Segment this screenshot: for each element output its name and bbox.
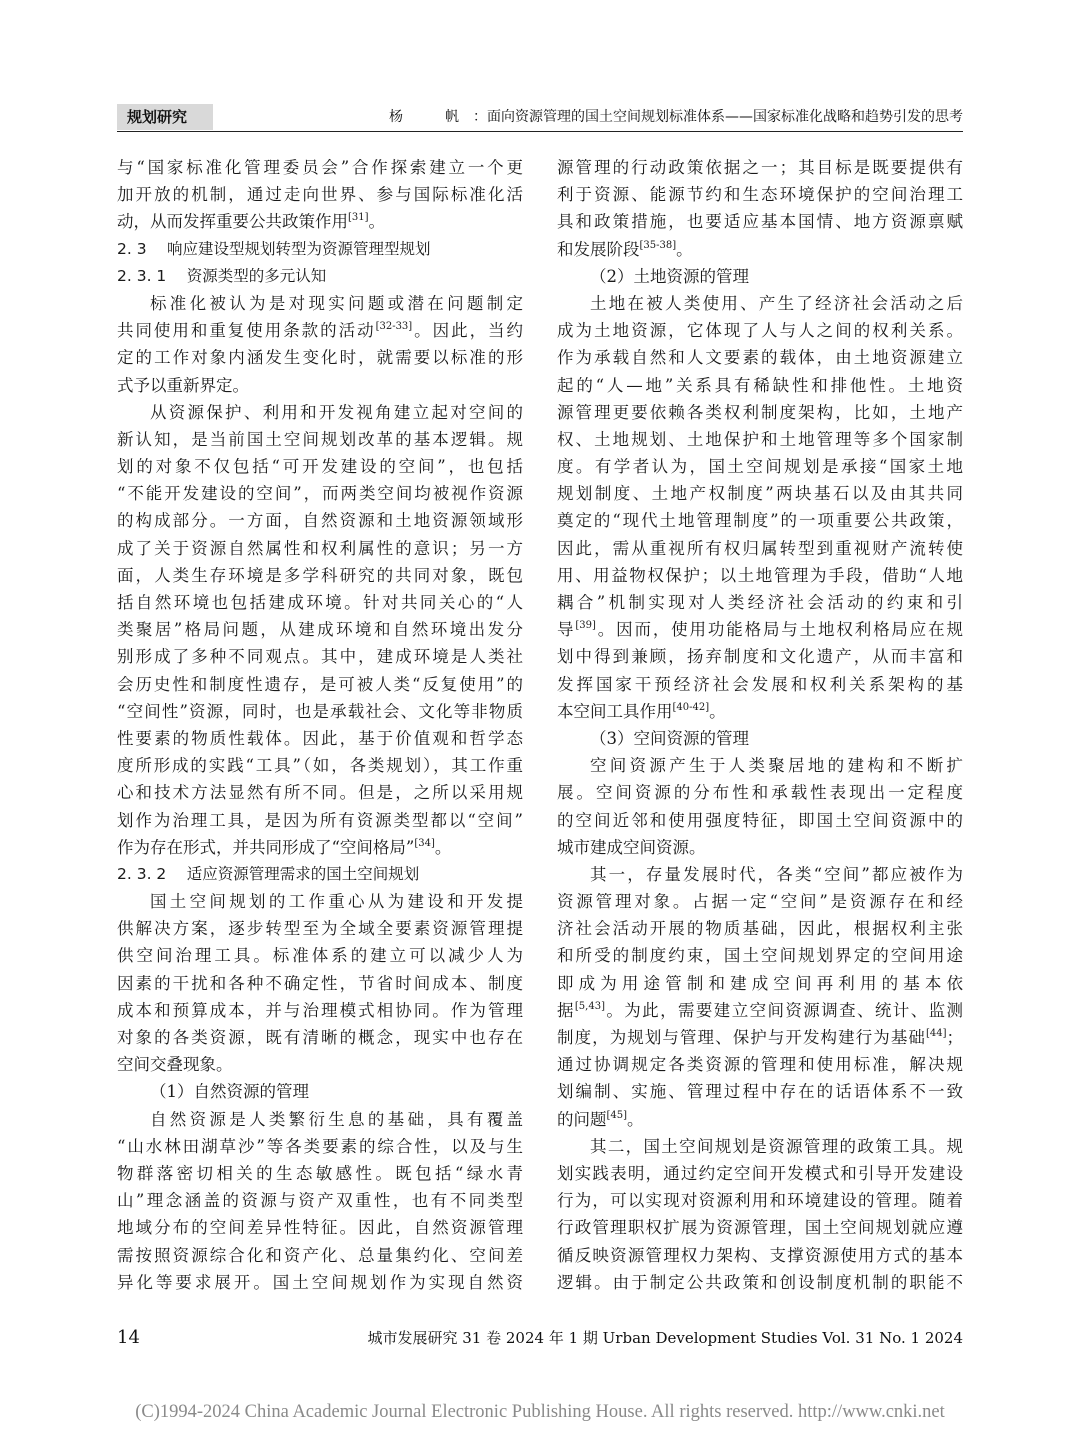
text-line: 划的对象不仅包括“可开发建设的空间”，也包括 bbox=[117, 457, 523, 477]
text-line: （2）土地资源的管理 bbox=[590, 266, 749, 286]
citation-ref[interactable]: [5,43] bbox=[574, 1000, 605, 1012]
text-line: 括自然环境也包括建成环境。针对共同关心的“人 bbox=[117, 593, 523, 612]
citation-ref[interactable]: [39] bbox=[575, 620, 596, 632]
text-line: 制度，为规划与管理、保护与开发构建行为基础[44]； bbox=[557, 1028, 963, 1047]
text-line: 性要素的物质性载体。因此，基于价值观和哲学态 bbox=[117, 728, 523, 748]
text-line: 逻辑。由于制定公共政策和创设制度机制的职能不 bbox=[557, 1272, 963, 1292]
text-line: 空间资源产生于人类聚居地的建构和不断扩 bbox=[590, 756, 963, 776]
section-heading: 2. 3. 2 适应资源管理需求的国土空间规划 bbox=[117, 864, 420, 883]
text-line: 划实践表明，通过约定空间开发模式和引导开发建设 bbox=[557, 1163, 963, 1183]
page-number: 14 bbox=[117, 1327, 140, 1348]
citation-ref[interactable]: [32-33] bbox=[375, 321, 413, 333]
text-line: 的问题[45]。 bbox=[557, 1109, 644, 1129]
text-line: 动，从而发挥重要公共政策作用[31]。 bbox=[117, 212, 386, 232]
section-heading: 2. 3. 1 资源类型的多元认知 bbox=[117, 266, 327, 285]
text-line: 土地在被人类使用、产生了经济社会活动之后 bbox=[590, 293, 963, 313]
text-line: 度所形成的实践“工具”（如，各类规划），其工作重 bbox=[117, 756, 523, 776]
text-line: （3）空间资源的管理 bbox=[590, 728, 749, 748]
text-line: 新认知，是当前国土空间规划改革的基本逻辑。规 bbox=[117, 429, 523, 449]
text-line: 起的“人—地”关系具有稀缺性和排他性。土地资 bbox=[557, 375, 963, 395]
text-line: 城市建成空间资源。 bbox=[557, 837, 706, 857]
text-line: 式予以重新界定。 bbox=[117, 375, 249, 395]
left-column bbox=[117, 154, 523, 1296]
text-line: 资源管理对象。占据一定“空间”是资源存在和经 bbox=[557, 892, 963, 912]
text-line: 类聚居”格局问题，从建成环境和自然环境出发分 bbox=[117, 620, 523, 640]
text-line: 用、用益物权保护；以土地管理为手段，借助“人地 bbox=[557, 565, 963, 585]
text-line: 面，人类生存环境是多学科研究的共同对象，既包 bbox=[117, 565, 523, 585]
text-line: 的构成部分。一方面，自然资源和土地资源领域形 bbox=[117, 511, 523, 531]
text-line: 奠定的“现代土地管理制度”的一项重要公共政策， bbox=[557, 511, 963, 531]
copyright-notice[interactable]: (C)1994-2024 China Academic Journal Electronic Publishing House. All rights reserved. http://www.cnki.net bbox=[135, 1402, 945, 1422]
text-line: 导[39]。因而，使用功能格局与土地权利格局应在规 bbox=[557, 620, 964, 640]
text-line: 加开放的机制，通过走向世界、参与国际标准化活 bbox=[117, 185, 523, 205]
text-line: 规划制度、土地产权制度”两块基石以及由其共同 bbox=[557, 484, 963, 504]
journal-citation: 城市发展研究 31 卷 2024 年 1 期 Urban Development Studies Vol. 31 No. 1 2024 bbox=[367, 1329, 963, 1347]
text-line: 共同使用和重复使用条款的活动[32-33]。因此，当约 bbox=[117, 321, 524, 341]
text-line: 与“国家标准化管理委员会”合作探索建立一个更 bbox=[117, 158, 523, 177]
citation-ref[interactable]: [40-42] bbox=[672, 701, 710, 713]
text-line: 作为承载自然和人文要素的载体，由土地资源建立 bbox=[557, 348, 963, 368]
citation-ref[interactable]: [34] bbox=[414, 837, 435, 849]
text-line: 循反映资源管理权力架构、支撑资源使用方式的基本 bbox=[557, 1245, 963, 1265]
header-rule bbox=[117, 131, 963, 132]
section-heading: 2. 3 响应建设型规划转型为资源管理型规划 bbox=[117, 239, 431, 258]
text-line: 源管理更要依赖各类权利制度架构，比如，土地产 bbox=[557, 402, 963, 422]
text-line: 会历史性和制度性遗存，是可被人类“反复使用”的 bbox=[117, 674, 523, 694]
text-line: 本空间工具作用[40-42]。 bbox=[557, 701, 726, 721]
text-line: 和发展阶段[35-38]。 bbox=[557, 239, 693, 259]
running-title-text: ：面向资源管理的国土空间规划标准体系——国家标准化战略和趋势引发的思考 bbox=[473, 109, 963, 125]
text-line: 对象的各类资源，既有清晰的概念，现实中也存在 bbox=[117, 1028, 523, 1047]
text-line: 权、土地规划、土地保护和土地管理等多个国家制 bbox=[557, 429, 963, 449]
text-line: 划编制、实施、管理过程中存在的话语体系不一致 bbox=[557, 1082, 963, 1102]
text-line: 别形成了多种不同观点。其中，建成环境是人类社 bbox=[117, 647, 523, 667]
text-line: 和所受的制度约束，国土空间规划界定的空间用途 bbox=[557, 946, 963, 966]
text-line: 划作为治理工具，是因为所有资源类型都以“空间” bbox=[117, 810, 523, 830]
text-line: 异化等要求展开。国土空间规划作为实现自然资 bbox=[117, 1272, 523, 1292]
text-line: 耦合”机制实现对人类经济社会活动的约束和引 bbox=[557, 593, 963, 612]
text-line: 自然资源是人类繁衍生息的基础，具有覆盖 bbox=[150, 1109, 523, 1129]
text-line: 通过协调规定各类资源的管理和使用标准，解决规 bbox=[557, 1055, 963, 1075]
text-line: 国土空间规划的工作重心从为建设和开发提 bbox=[150, 892, 523, 912]
text-line: 需按照资源综合化和资产化、总量集约化、空间差 bbox=[117, 1245, 523, 1265]
running-title-author: 杨 帆 bbox=[389, 109, 473, 125]
text-line: 度。有学者认为，国土空间规划是承接“国家土地 bbox=[557, 457, 963, 477]
citation-ref[interactable]: [44] bbox=[925, 1028, 947, 1039]
text-line: 即成为用途管制和建成空间再利用的基本依 bbox=[557, 973, 963, 993]
text-line: （1）自然资源的管理 bbox=[150, 1082, 309, 1102]
text-line: 其二，国土空间规划是资源管理的政策工具。规 bbox=[590, 1136, 963, 1156]
text-line: 划中得到兼顾，扬弃制度和文化遗产，从而丰富和 bbox=[557, 647, 963, 667]
running-title bbox=[389, 104, 963, 130]
text-line: 展。空间资源的分布性和承载性表现出一定程度 bbox=[557, 783, 963, 803]
text-line: 定的工作对象内涵发生变化时，就需要以标准的形 bbox=[117, 348, 523, 368]
text-line: 供解决方案，逐步转型至为全域全要素资源管理提 bbox=[117, 919, 523, 939]
text-line: 从资源保护、利用和开发视角建立起对空间的 bbox=[150, 402, 523, 422]
text-line: 的空间近邻和使用强度特征，即国土空间资源中的 bbox=[557, 810, 963, 830]
text-line: 作为存在形式，并共同形成了“空间格局”[34]。 bbox=[117, 837, 452, 857]
text-line: 物群落密切相关的生态敏感性。既包括“绿水青 bbox=[117, 1163, 523, 1183]
text-line: 利于资源、能源节约和生态环境保护的空间治理工 bbox=[557, 185, 963, 205]
text-line: 其一，存量发展时代，各类“空间”都应被作为 bbox=[590, 864, 963, 884]
text-line: 成本和预算成本，并与治理模式相协同。作为管理 bbox=[117, 1000, 523, 1020]
text-line: 成为土地资源，它体现了人与人之间的权利关系。 bbox=[557, 321, 963, 341]
text-line: 因素的干扰和各种不确定性，节省时间成本、制度 bbox=[117, 973, 523, 993]
text-line: 心和技术方法显然有所不同。但是，之所以采用规 bbox=[117, 783, 523, 803]
text-line: “山水林田湖草沙”等各类要素的综合性，以及与生 bbox=[117, 1136, 523, 1156]
section-tag: 规划研究 bbox=[117, 104, 213, 130]
text-line: 成了关于资源自然属性和权利属性的意识；另一方 bbox=[117, 538, 523, 558]
text-line: 据[5,43]。为此，需要建立空间资源调查、统计、监测 bbox=[557, 1000, 964, 1020]
right-column bbox=[557, 154, 963, 1296]
citation-ref[interactable]: [31] bbox=[348, 212, 369, 224]
text-line: 因此，需从重视所有权归属转型到重视财产流转使 bbox=[557, 538, 963, 558]
citation-ref[interactable]: [35-38] bbox=[639, 239, 677, 251]
text-line: 源管理的行动政策依据之一；其目标是既要提供有 bbox=[557, 158, 963, 177]
citation-ref[interactable]: [45] bbox=[606, 1109, 628, 1121]
text-line: 空间交叠现象。 bbox=[117, 1055, 233, 1075]
text-line: 标准化被认为是对现实问题或潜在问题制定 bbox=[150, 293, 523, 313]
text-line: 具和政策措施，也要适应基本国情、地方资源禀赋 bbox=[557, 212, 963, 232]
text-line: 地域分布的空间差异性特征。因此，自然资源管理 bbox=[117, 1218, 523, 1238]
text-line: “不能开发建设的空间”，而两类空间均被视作资源 bbox=[117, 484, 523, 504]
text-line: 发挥国家干预经济社会发展和权利关系架构的基 bbox=[557, 674, 963, 694]
text-line: 济社会活动开展的物质基础，因此，根据权利主张 bbox=[557, 919, 963, 939]
text-line: 供空间治理工具。标准体系的建立可以减少人为 bbox=[117, 946, 523, 966]
text-line: 山”理念涵盖的资源与资产双重性，也有不同类型 bbox=[117, 1191, 523, 1211]
text-line: 行政管理职权扩展为资源管理，国土空间规划就应遵 bbox=[557, 1218, 963, 1238]
text-line: 行为，可以实现对资源利用和环境建设的管理。随着 bbox=[557, 1191, 963, 1211]
text-line: “空间性”资源，同时，也是承载社会、文化等非物质 bbox=[117, 701, 523, 721]
